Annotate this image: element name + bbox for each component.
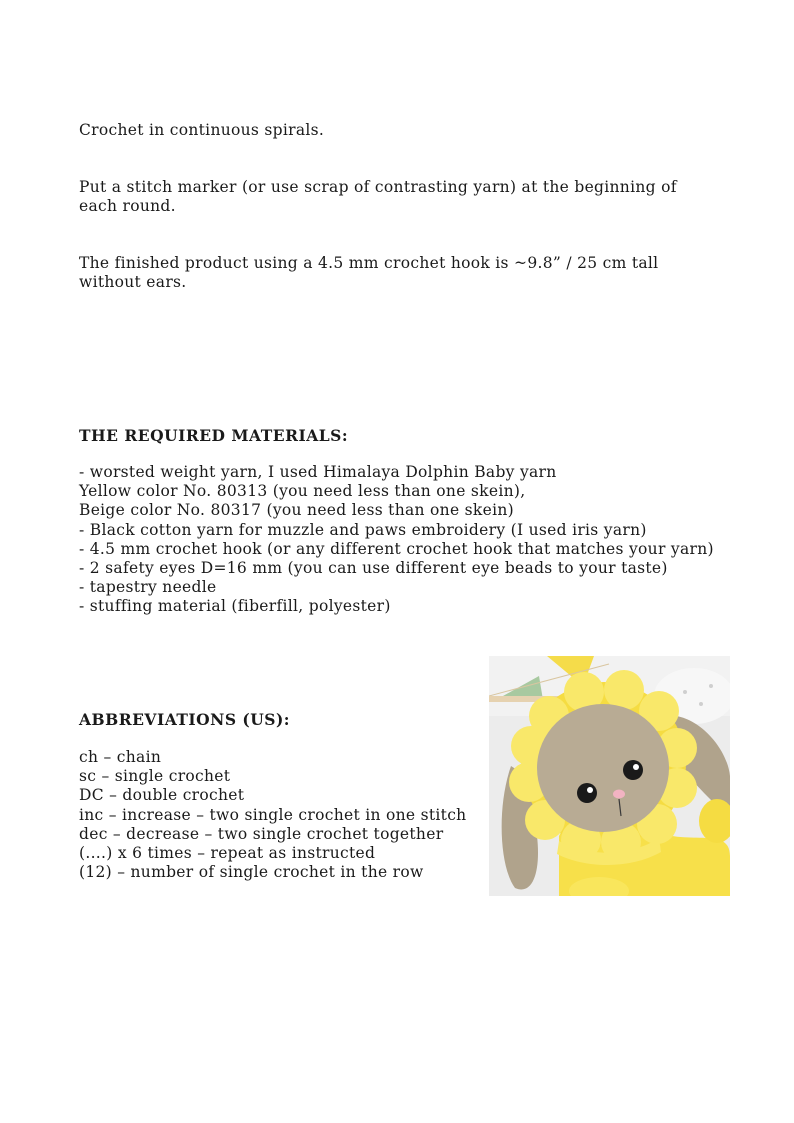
abbreviation-item: inc – increase – two single crochet in one stitch: [79, 805, 467, 824]
materials-item: - 2 safety eyes D=16 mm (you can use different eye beads to your taste): [79, 559, 668, 578]
abbreviation-item: (....) x 6 times – repeat as instructed: [79, 844, 376, 863]
abbreviation-item: dec – decrease – two single crochet together: [79, 824, 444, 843]
bunny-photo: [489, 656, 730, 896]
intro-paragraph-2: Put a stitch marker (or use scrap of contrasting yarn) at the beginning of each round.: [79, 178, 677, 215]
abbreviation-item: sc – single crochet: [79, 767, 231, 786]
materials-item: - worsted weight yarn, I used Himalaya Dolphin Baby yarn: [79, 463, 557, 481]
materials-item: Beige color No. 80317 (you need less than one skein): [79, 501, 514, 520]
materials-item: - tapestry needle: [79, 578, 217, 597]
abbreviation-item: (12) – number of single crochet in the row: [79, 863, 424, 882]
left-eye: [577, 783, 597, 803]
bunny-face: [537, 704, 669, 832]
abbreviations-heading: ABBREVIATIONS (US):: [79, 710, 291, 729]
crochet-bunny-illustration: [489, 656, 730, 896]
abbreviation-item: DC – double crochet: [79, 786, 245, 805]
materials-item: - 4.5 mm crochet hook (or any different crochet hook that matches your yarn): [79, 539, 714, 558]
intro-paragraph-1: Crochet in continuous spirals.: [79, 121, 325, 139]
intro-paragraph-3: The finished product using a 4.5 mm crochet hook is ~9.8” / 25 cm tall without ears.: [79, 254, 659, 291]
right-eye: [623, 760, 643, 780]
bunny-nose: [613, 790, 625, 799]
abbreviation-item: ch – chain: [79, 748, 162, 766]
materials-heading: THE REQUIRED MATERIALS:: [79, 426, 349, 445]
abbreviations-list: [79, 748, 466, 882]
materials-item: Yellow color No. 80313 (you need less than one skein),: [79, 482, 526, 501]
materials-item: - Black cotton yarn for muzzle and paws embroidery (I used iris yarn): [79, 520, 647, 539]
materials-list: [79, 463, 714, 617]
materials-item: - stuffing material (fiberfill, polyester): [79, 597, 391, 616]
